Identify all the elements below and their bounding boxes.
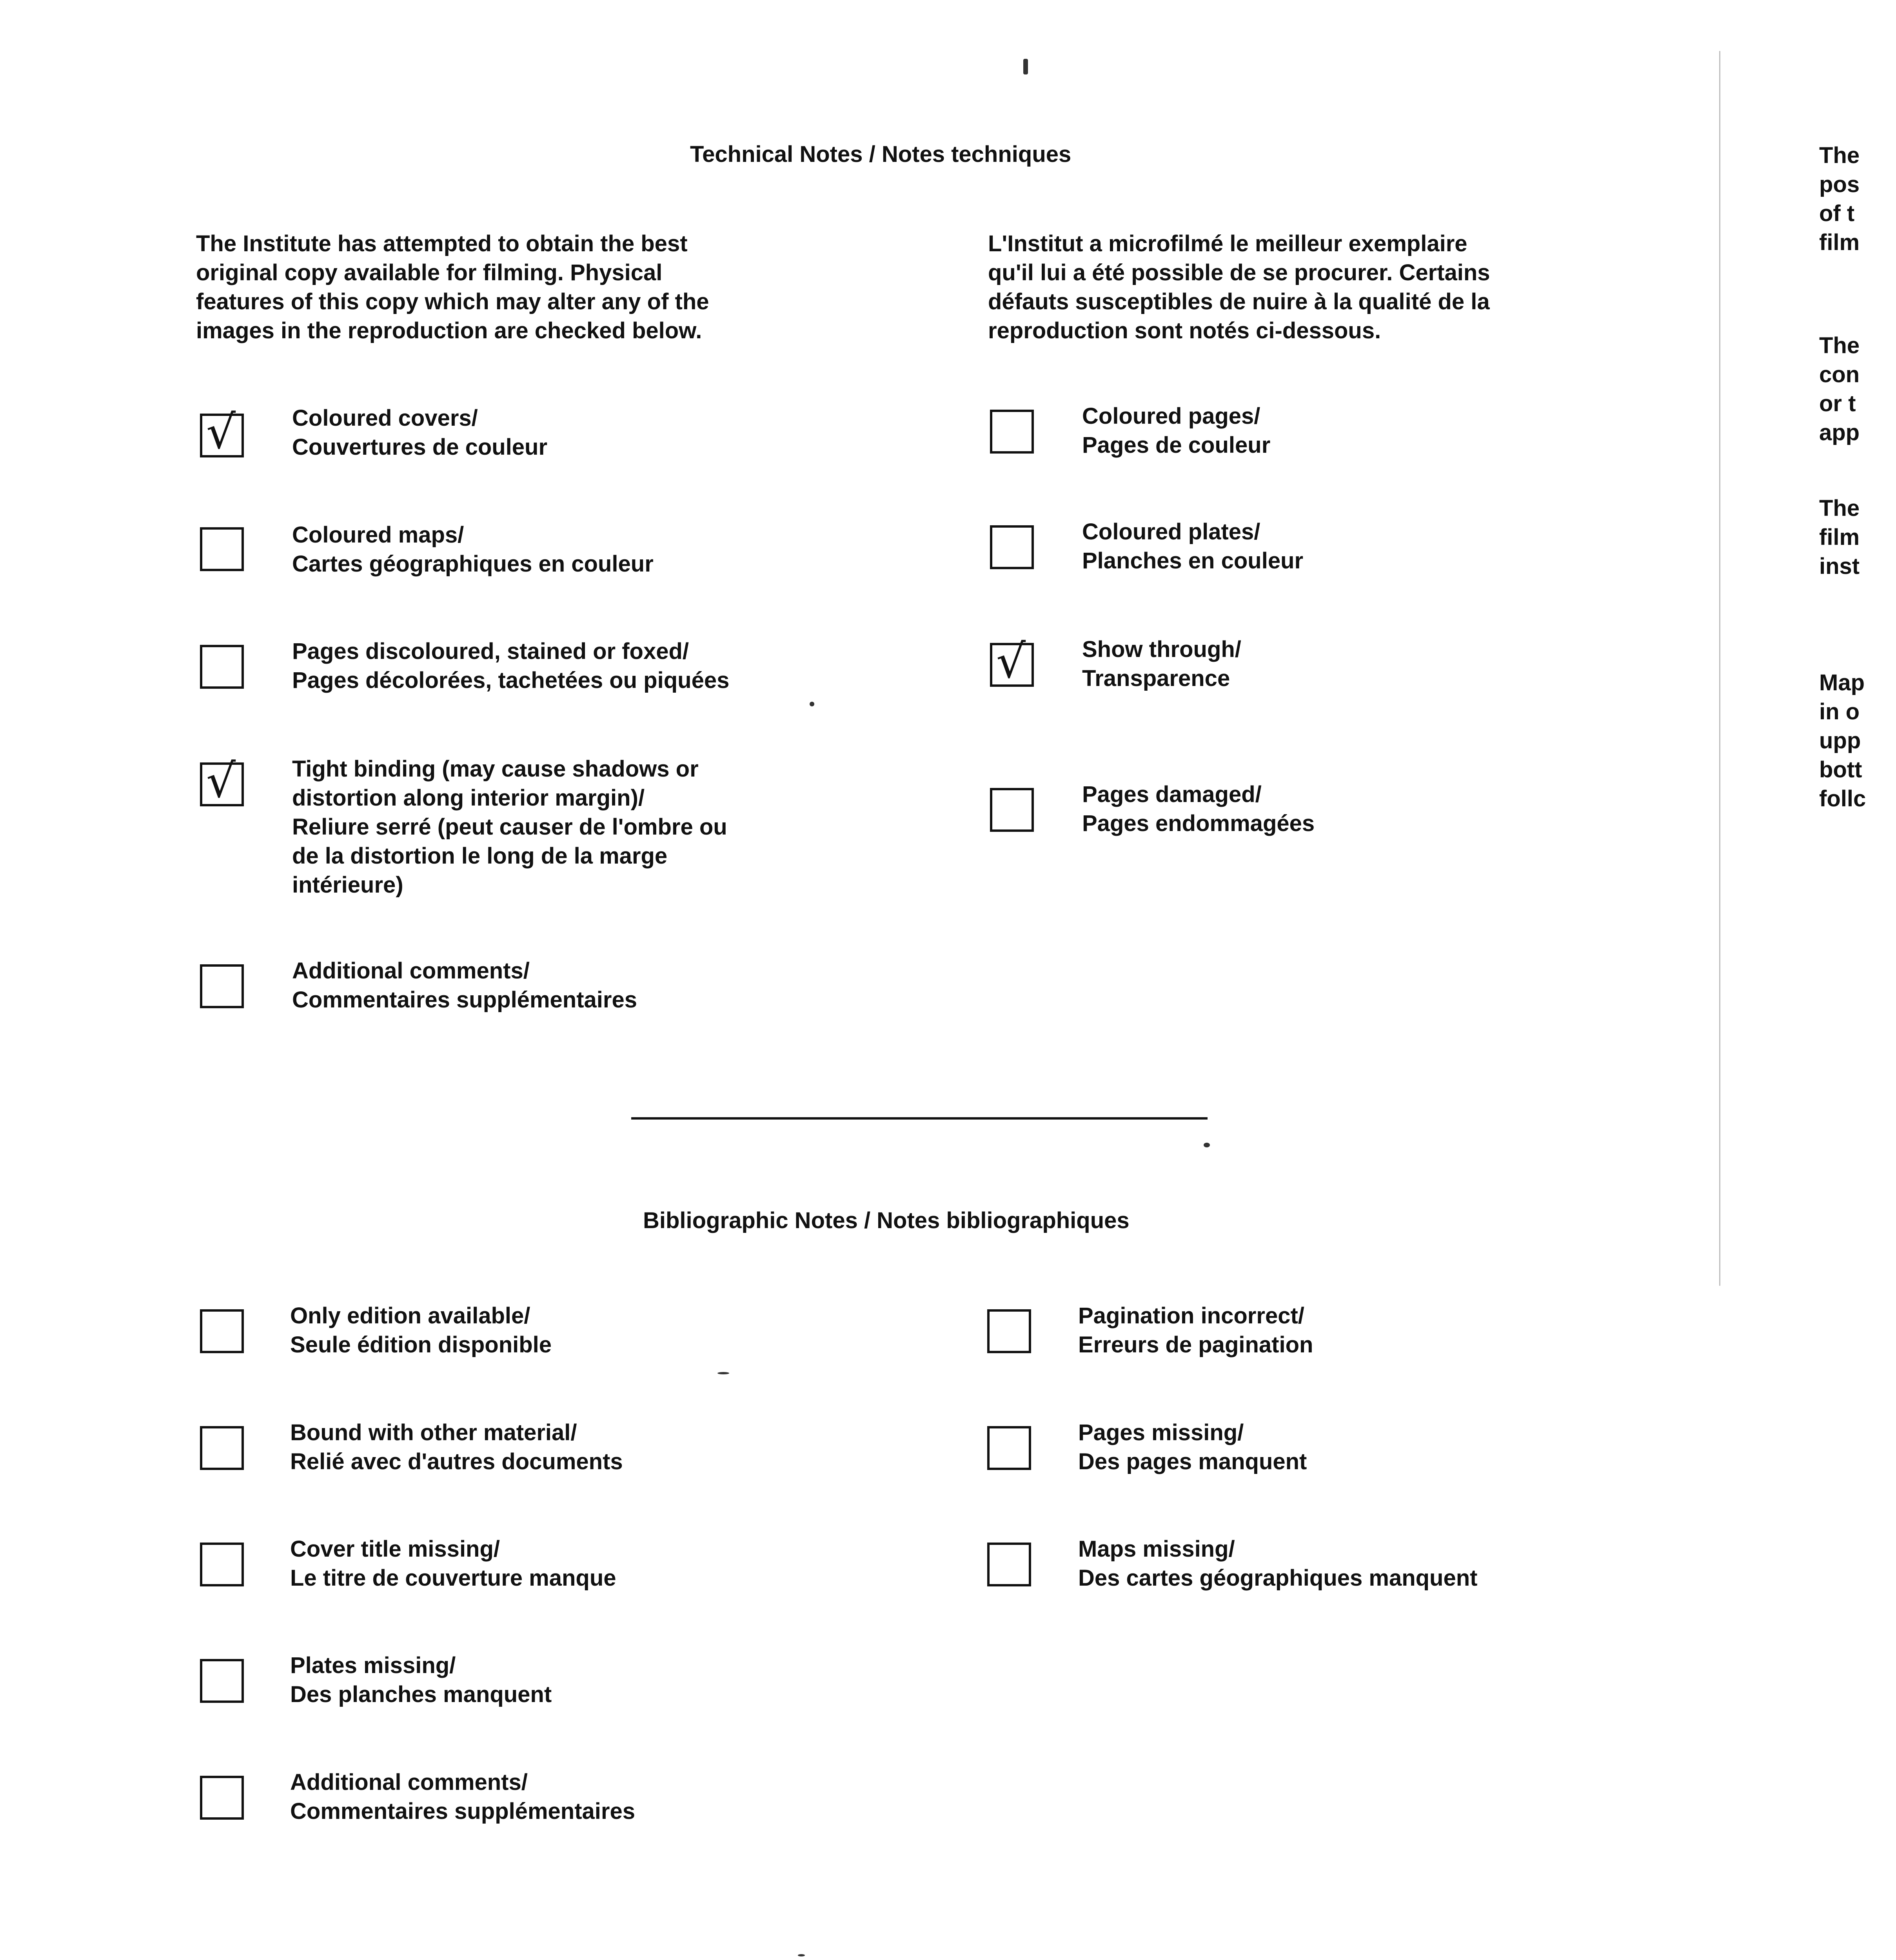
checkbox-pages-discoloured[interactable] <box>200 645 244 689</box>
label-tight-binding: Tight binding (may cause shadows or distortion along interior margin)/ Reliure serré (peut causer de l'ombre ou de la distortion le long de la marge intérieure) <box>292 756 727 898</box>
label-pages-damaged: Pages damaged/ Pages endommagées <box>1082 782 1315 836</box>
checkbox-additional-comments-bibliographic[interactable] <box>200 1776 244 1820</box>
section-divider <box>631 1117 1208 1120</box>
checkbox-coloured-plates[interactable] <box>990 525 1034 569</box>
label-only-edition: Only edition available/ Seule édition disponible <box>290 1303 552 1357</box>
label-pages-missing: Pages missing/ Des pages manquent <box>1078 1420 1307 1474</box>
label-pagination-incorrect: Pagination incorrect/ Erreurs de pagination <box>1078 1303 1313 1357</box>
label-bound-with: Bound with other material/ Relié avec d'autres documents <box>290 1420 623 1474</box>
checkbox-pages-missing[interactable] <box>987 1426 1031 1470</box>
checkbox-cover-title-missing[interactable] <box>200 1543 244 1586</box>
checkbox-pagination-incorrect[interactable] <box>987 1309 1031 1353</box>
label-show-through: Show through/ Transparence <box>1082 637 1241 691</box>
technical-intro-english: The Institute has attempted to obtain the best original copy available for filming. Physical features of this copy which may alter any of the images in the reproduction are checked below. <box>196 231 709 343</box>
label-coloured-maps: Coloured maps/ Cartes géographiques en couleur <box>292 522 654 577</box>
scan-speck <box>1023 59 1028 74</box>
scan-speck <box>1204 1143 1210 1147</box>
checkbox-coloured-pages[interactable] <box>990 410 1034 454</box>
page-gutter-line <box>1719 51 1720 1286</box>
cut-off-text-block-2: The con or t app <box>1819 333 1860 445</box>
label-coloured-pages: Coloured pages/ Pages de couleur <box>1082 403 1271 458</box>
checkbox-pages-damaged[interactable] <box>990 788 1034 832</box>
checkbox-additional-comments-technical[interactable] <box>200 964 244 1008</box>
checkmark-icon: √ <box>206 754 236 808</box>
label-pages-discoloured: Pages discoloured, stained or foxed/ Pages décolorées, tachetées ou piquées <box>292 639 730 693</box>
label-additional-comments-bibliographic: Additional comments/ Commentaires supplémentaires <box>290 1769 635 1824</box>
cut-off-text-block-4: Map in o upp bott follc <box>1819 670 1866 811</box>
checkbox-maps-missing[interactable] <box>987 1543 1031 1586</box>
checkbox-bound-with[interactable] <box>200 1426 244 1470</box>
checkbox-show-through[interactable] <box>990 634 1034 688</box>
technical-intro-french: L'Institut a microfilmé le meilleur exemplaire qu'il lui a été possible de se procurer. Certains défauts susceptibles de nuire à la qualité de la reproduction sont notés ci-dessous. <box>988 231 1490 343</box>
checkbox-only-edition[interactable] <box>200 1309 244 1353</box>
checkbox-coloured-covers[interactable] <box>200 405 244 459</box>
label-coloured-plates: Coloured plates/ Planches en couleur <box>1082 519 1304 573</box>
label-additional-comments-technical: Additional comments/ Commentaires supplémentaires <box>292 958 637 1013</box>
label-maps-missing: Maps missing/ Des cartes géographiques manquent <box>1078 1536 1478 1591</box>
scan-speck <box>810 702 814 706</box>
checkbox-coloured-maps[interactable] <box>200 527 244 571</box>
technical-notes-heading: Technical Notes / Notes techniques <box>690 142 1071 167</box>
checkbox-plates-missing[interactable] <box>200 1659 244 1703</box>
label-cover-title-missing: Cover title missing/ Le titre de couverture manque <box>290 1536 616 1591</box>
cut-off-text-block-3: The film inst <box>1819 495 1860 579</box>
checkmark-icon: √ <box>996 634 1026 688</box>
label-plates-missing: Plates missing/ Des planches manquent <box>290 1653 552 1707</box>
label-coloured-covers: Coloured covers/ Couvertures de couleur <box>292 405 548 460</box>
scan-speck <box>798 1954 805 1956</box>
cut-off-text-block-1: The pos of t film <box>1819 143 1860 255</box>
bibliographic-notes-heading: Bibliographic Notes / Notes bibliographiques <box>643 1208 1130 1233</box>
checkbox-tight-binding[interactable] <box>200 754 244 808</box>
checkmark-icon: √ <box>206 405 236 459</box>
scan-speck <box>717 1372 729 1374</box>
